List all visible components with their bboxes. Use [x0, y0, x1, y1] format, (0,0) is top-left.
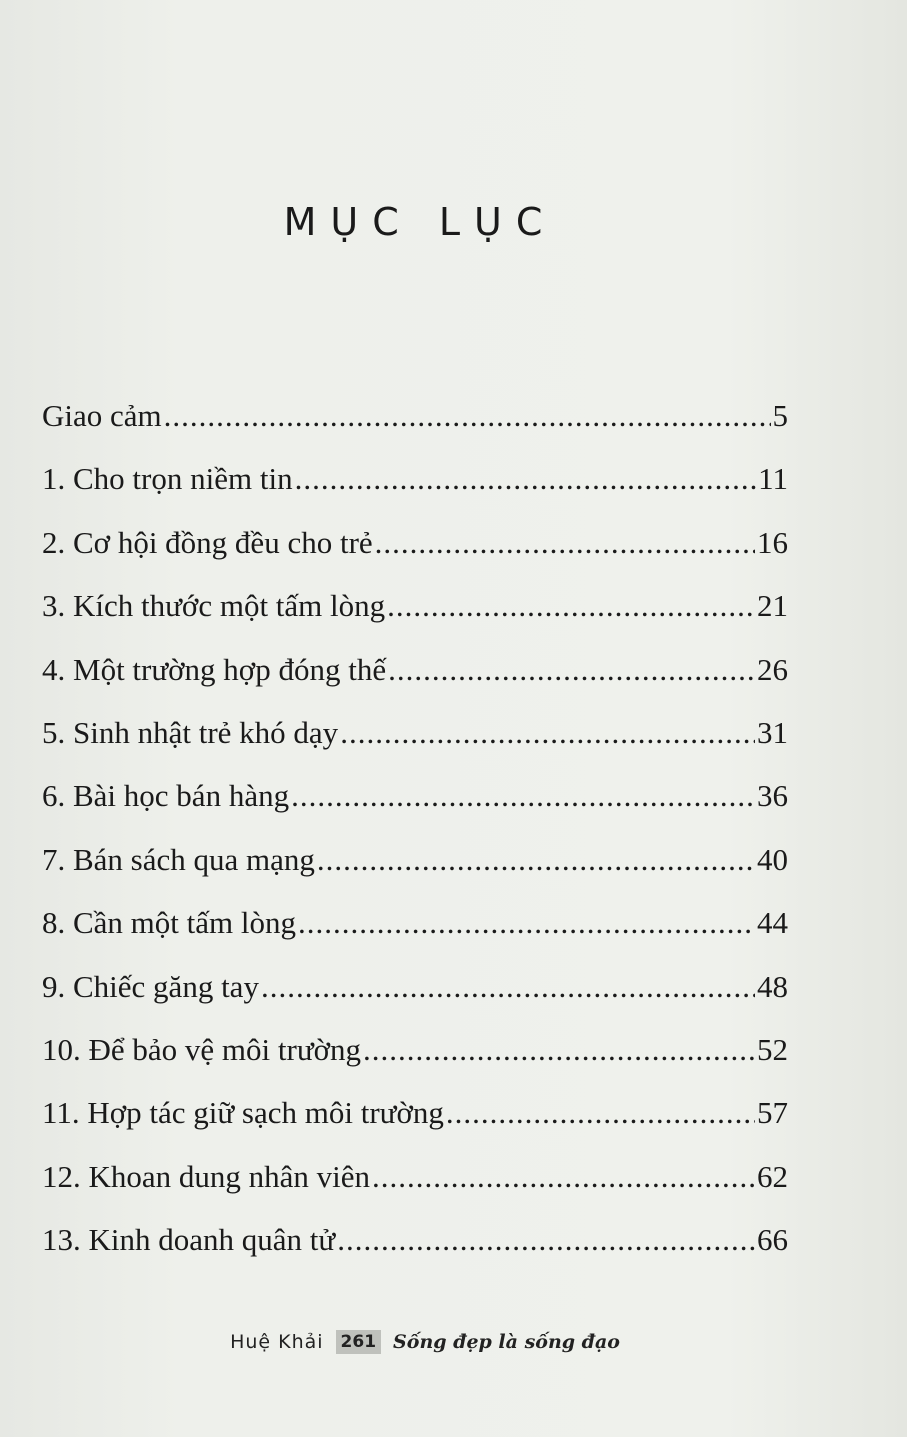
toc-entry-title: 7. Bán sách qua mạng — [42, 841, 315, 877]
toc-entry-page: 62 — [757, 1158, 788, 1194]
toc-leader-dots — [363, 1032, 755, 1068]
toc-entry-page: 57 — [757, 1095, 788, 1131]
toc-leader-dots — [291, 778, 755, 814]
toc-entry-title: 8. Cần một tấm lòng — [42, 905, 297, 941]
footer-author: Huệ Khải — [230, 1331, 324, 1353]
toc-entry-page: 5 — [772, 398, 788, 433]
footer-page-number: 261 — [336, 1330, 382, 1354]
toc-entry — [42, 905, 788, 968]
page-title: MỤC LỤC — [283, 200, 557, 244]
toc-entry — [42, 778, 788, 841]
toc-entry-page: 40 — [757, 841, 788, 877]
toc-leader-dots — [261, 969, 755, 1005]
toc-entry — [42, 1222, 788, 1285]
toc-entry-title: 11. Hợp tác giữ sạch môi trường — [42, 1095, 444, 1131]
page-footer — [0, 1330, 850, 1354]
toc-leader-dots — [388, 652, 755, 688]
toc-entry-page: 26 — [757, 651, 788, 687]
toc-leader-dots — [446, 1095, 755, 1131]
toc-entry — [42, 715, 788, 778]
toc-entry-title: 6. Bài học bán hàng — [42, 778, 290, 814]
table-of-contents — [42, 398, 788, 1285]
toc-leader-dots — [164, 398, 771, 434]
footer-book-title: Sống đẹp là sống đạo — [393, 1331, 620, 1353]
toc-entry — [42, 1032, 788, 1095]
toc-entry — [42, 969, 788, 1032]
toc-entry-page: 21 — [757, 588, 788, 624]
toc-entry-title: 12. Khoan dung nhân viên — [42, 1158, 371, 1194]
toc-entry-page: 16 — [757, 524, 788, 560]
toc-entry — [42, 1095, 788, 1158]
toc-entry-title: 1. Cho trọn niềm tin — [42, 461, 293, 497]
toc-leader-dots — [317, 842, 755, 878]
toc-entry — [42, 398, 788, 461]
toc-entry — [42, 525, 788, 588]
toc-entry — [42, 842, 788, 905]
toc-leader-dots — [387, 588, 755, 624]
toc-entry — [42, 461, 788, 524]
toc-entry-page: 36 — [757, 778, 788, 814]
toc-leader-dots — [295, 461, 757, 497]
toc-entry-page: 66 — [757, 1222, 788, 1258]
toc-entry — [42, 1159, 788, 1222]
toc-entry-page: 11 — [758, 461, 788, 497]
toc-entry-page: 52 — [757, 1031, 788, 1067]
toc-entry-title: 3. Kích thước một tấm lòng — [42, 588, 386, 624]
toc-leader-dots — [372, 1159, 755, 1195]
toc-entry-title: Giao cảm — [42, 398, 162, 433]
toc-leader-dots — [375, 525, 755, 561]
toc-entry-title: 5. Sinh nhật trẻ khó dạy — [42, 714, 339, 750]
toc-leader-dots — [298, 905, 755, 941]
toc-entry-title: 2. Cơ hội đồng đều cho trẻ — [42, 524, 373, 560]
toc-entry-title: 9. Chiếc găng tay — [42, 968, 259, 1004]
toc-entry-page: 48 — [757, 968, 788, 1004]
toc-entry-page: 31 — [757, 714, 788, 750]
toc-entry-page: 44 — [757, 905, 788, 941]
toc-leader-dots — [337, 1222, 755, 1258]
toc-entry-title: 13. Kinh doanh quân tử — [42, 1222, 336, 1258]
toc-leader-dots — [340, 715, 755, 751]
toc-entry — [42, 652, 788, 715]
toc-entry — [42, 588, 788, 651]
toc-entry-title: 4. Một trường hợp đóng thế — [42, 651, 387, 687]
toc-entry-title: 10. Để bảo vệ môi trường — [42, 1031, 362, 1067]
